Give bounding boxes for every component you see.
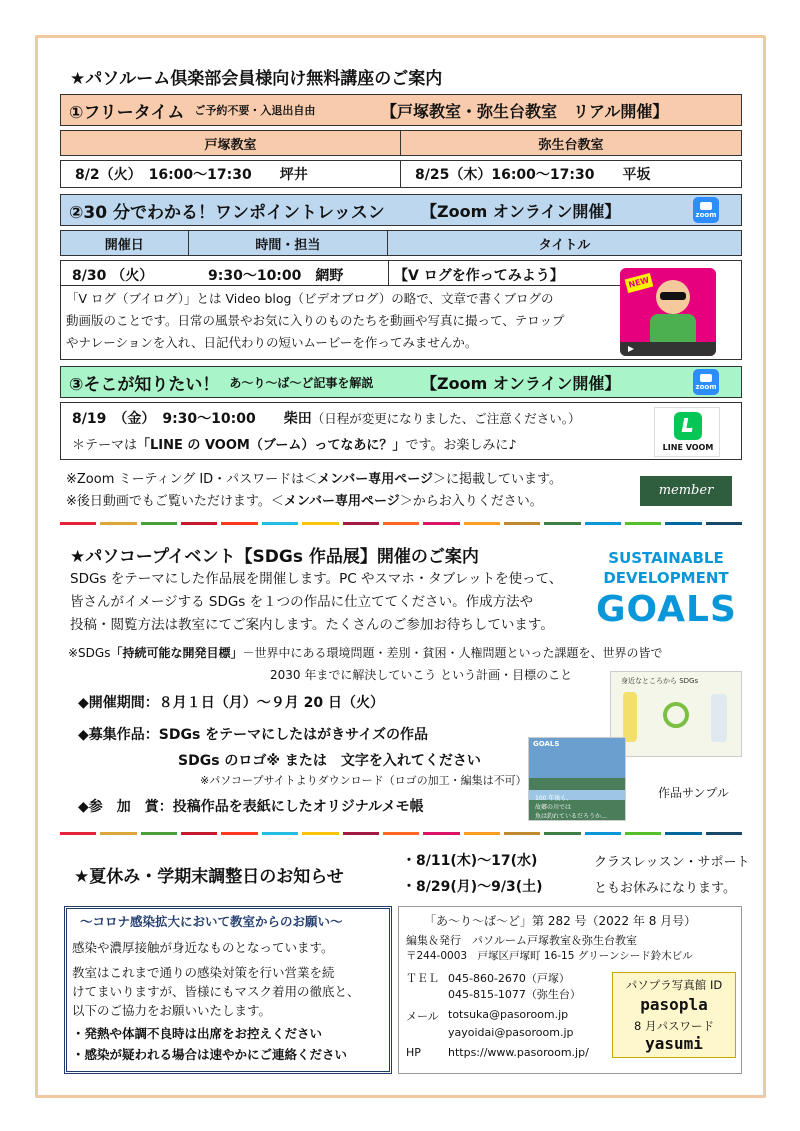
- password-label: 8 月パスワード: [634, 1019, 714, 1033]
- sdgs-logo: SUSTAINABLE DEVELOPMENT GOALS: [596, 549, 737, 630]
- photo-id: pasopla: [640, 995, 708, 1014]
- freetime-sub: ご予約不要・入退出自由: [194, 104, 316, 117]
- col-title: タイトル: [538, 237, 591, 253]
- col-date: 開催日: [61, 231, 189, 255]
- sokoga-theme-post: です。お楽しみに♪: [405, 438, 517, 453]
- summer-date-2: ・8/29(月)～9/3(土): [402, 879, 543, 895]
- tel-2: 045-815-1077（弥生台）: [448, 988, 581, 1001]
- mail-1[interactable]: totsuka@pasoroom.jp: [448, 1008, 569, 1021]
- zoom-icon: zoom: [693, 369, 719, 395]
- freetime-values: [60, 160, 742, 188]
- vlog-desc-2: 動画版のことです。日常の風景やお気に入りのものたちを動画や写真に撮って、テロップ: [66, 313, 565, 328]
- event-works-2: SDGs のロゴ※ または 文字を入れてください: [178, 753, 481, 769]
- pasopla-box: [612, 972, 736, 1058]
- mail-label: メール: [406, 1010, 439, 1023]
- page-title: ★パソルーム倶楽部会員様向け無料講座のご案内: [70, 69, 443, 89]
- password: yasumi: [645, 1034, 703, 1053]
- corona-body: 感染や濃厚接触が身近なものとなっています。 教室はこれまで通りの感染対策を行い営業を続 けてまいりますが、皆様にもマスク着用の徹底と、 以下のご協力をお願いいたします。 ・発熱や体調不良時は出席をお控えください ・感染が疑われる場合は速やかにご連絡ください: [72, 940, 360, 1062]
- note-2-pre: ※後日動画でもご覧いただけます。＜: [66, 494, 284, 509]
- publisher: 編集＆発行 パソルーム戸塚教室＆弥生台教室: [406, 934, 637, 947]
- sdgs-def-post: －世界中にある環境問題・差別・貧困・人権問題といった課題を、世界の皆で: [242, 646, 663, 660]
- freetime-mode: 【戸塚教室・弥生台教室 リアル開催】: [381, 101, 669, 121]
- totsuka-schedule: 8/2（火） 16:00～17:30 坪井: [61, 161, 401, 187]
- note-1-pre: ※Zoom ミーティング ID・パスワードは＜: [66, 472, 318, 487]
- member-button[interactable]: member: [640, 476, 732, 506]
- member-page-link[interactable]: メンバー専用ページ: [283, 494, 400, 509]
- summer-msg-1: クラスレッスン・サポート: [594, 855, 750, 870]
- sokoga-title: ③そこが知りたい！: [69, 374, 220, 395]
- sdgs-def-bold: 「持続可能な開発目標」: [110, 646, 243, 660]
- event-works: ◆募集作品：SDGs をテーマにしたはがきサイズの作品: [78, 727, 429, 743]
- summer-date-1: ・8/11(木)～17(水): [402, 853, 538, 869]
- sample-label: 作品サンプル: [658, 786, 729, 800]
- onepoint-time: 9:30～10:00 網野: [208, 268, 344, 284]
- freetime-title: ①フリータイム: [69, 102, 185, 123]
- member-page-link[interactable]: メンバー専用ページ: [317, 472, 434, 487]
- event-prize: ◆参 加 賞：投稿作品を表紙にしたオリジナルメモ帳: [78, 799, 424, 815]
- zoom-icon: zoom: [693, 197, 719, 223]
- event-title: ★パソコープイベント【SDGs 作品展】開催のご案内: [70, 547, 479, 567]
- onepoint-col-header: [60, 230, 742, 256]
- issue-info: 「あ～り～ば～ど」第 282 号（2022 年 8 月号）: [424, 914, 697, 928]
- summer-msg-2: ともお休みになります。: [594, 881, 736, 896]
- sokoga-schedule: 8/19 （金） 9:30～10:00 柴田: [72, 411, 312, 427]
- summer-title: ★夏休み・学期末調整日のお知らせ: [74, 867, 344, 887]
- sokoga-mode: 【Zoom オンライン開催】: [421, 373, 621, 393]
- sokoga-sub: あ～り～ば～ど記事を解説: [229, 375, 374, 390]
- mail-2[interactable]: yayoidai@pasoroom.jp: [448, 1026, 574, 1039]
- rainbow-divider: [60, 832, 742, 835]
- sokoga-schedule-note: （日程が変更になりました、ご注意ください。）: [311, 411, 581, 426]
- event-description: SDGs をテーマにした作品展を開催します。PC やスマホ・タブレットを使って、 皆さんがイメージする SDGs を１つの作品に仕立ててください。作成方法や 投稿・閲覧方法は教室にてご案内します。たくさんのご参加お待ちしています。: [70, 571, 563, 633]
- event-period: ◆開催期間：８月１日（月）～９月 20 日（火）: [78, 695, 384, 711]
- corona-title: ～コロナ感染拡大において教室からのお願い～: [80, 914, 343, 929]
- rainbow-divider: [60, 522, 742, 525]
- section-freetime-header: [60, 94, 742, 126]
- sdgs-def-pre: ※SDGs: [68, 646, 111, 660]
- vlog-desc-3: やナレーションを入れ、日記代わりの短いムービーを作ってみませんか。: [66, 335, 478, 350]
- col-time: 時間・担当: [189, 231, 388, 255]
- col-yayoidai: 弥生台教室: [538, 137, 604, 153]
- onepoint-mode: 【Zoom オンライン開催】: [421, 201, 621, 221]
- play-icon: [628, 346, 634, 352]
- tel-label: ＴＥＬ: [406, 972, 439, 985]
- tel-1: 045-860-2670（戸塚）: [448, 972, 570, 985]
- event-works-note: ※パソコープサイトよりダウンロード（ロゴの加工・編集は不可）: [200, 774, 527, 787]
- section-sokoga-header: [60, 366, 742, 398]
- note-1-post: ＞に掲載しています。: [433, 472, 562, 487]
- line-voom-logo: LINE VOOM: [654, 407, 720, 457]
- section-onepoint-header: [60, 194, 742, 226]
- sdgs-def-2: 2030 年までに解決していこう という計画・目標のこと: [270, 668, 573, 682]
- onepoint-topic: 【V ログを作ってみよう】: [394, 268, 564, 284]
- freetime-col-header: [60, 130, 742, 156]
- onepoint-date: 8/30 （火）: [72, 268, 154, 284]
- yayoidai-schedule: 8/25（木）16:00～17:30 平坂: [415, 167, 651, 183]
- onepoint-title: ②30 分でわかる！ワンポイントレッスン: [69, 202, 385, 223]
- sample-image-bottle: 身近なところから SDGs: [610, 671, 742, 757]
- hp-link[interactable]: https://www.pasoroom.jp/: [448, 1046, 589, 1059]
- sokoga-theme: 「LINE の VOOM（ブーム）ってなあに？」: [137, 438, 406, 453]
- address: 〒244-0003 戸塚区戸塚町 16-15 グリーンシード鈴木ビル: [406, 950, 693, 962]
- new-badge: NEW: [625, 273, 654, 293]
- sample-image-river: GOALS 100 年後も、 故郷の川では 魚は釣れているだろうか…: [528, 737, 626, 821]
- vlog-desc-1: 「V ログ（ブイログ）」とは Video blog（ビデオブログ）の略で、文章で書くブログの: [66, 291, 554, 306]
- hp-label: HP: [406, 1046, 421, 1059]
- col-totsuka: 戸塚教室: [61, 131, 401, 155]
- vlog-illustration: [620, 268, 716, 356]
- photo-label: パソプラ写真館 ID: [625, 978, 723, 992]
- note-2-post: ＞からお入りください。: [399, 494, 543, 509]
- sokoga-theme-pre: ＊テーマは: [72, 438, 138, 453]
